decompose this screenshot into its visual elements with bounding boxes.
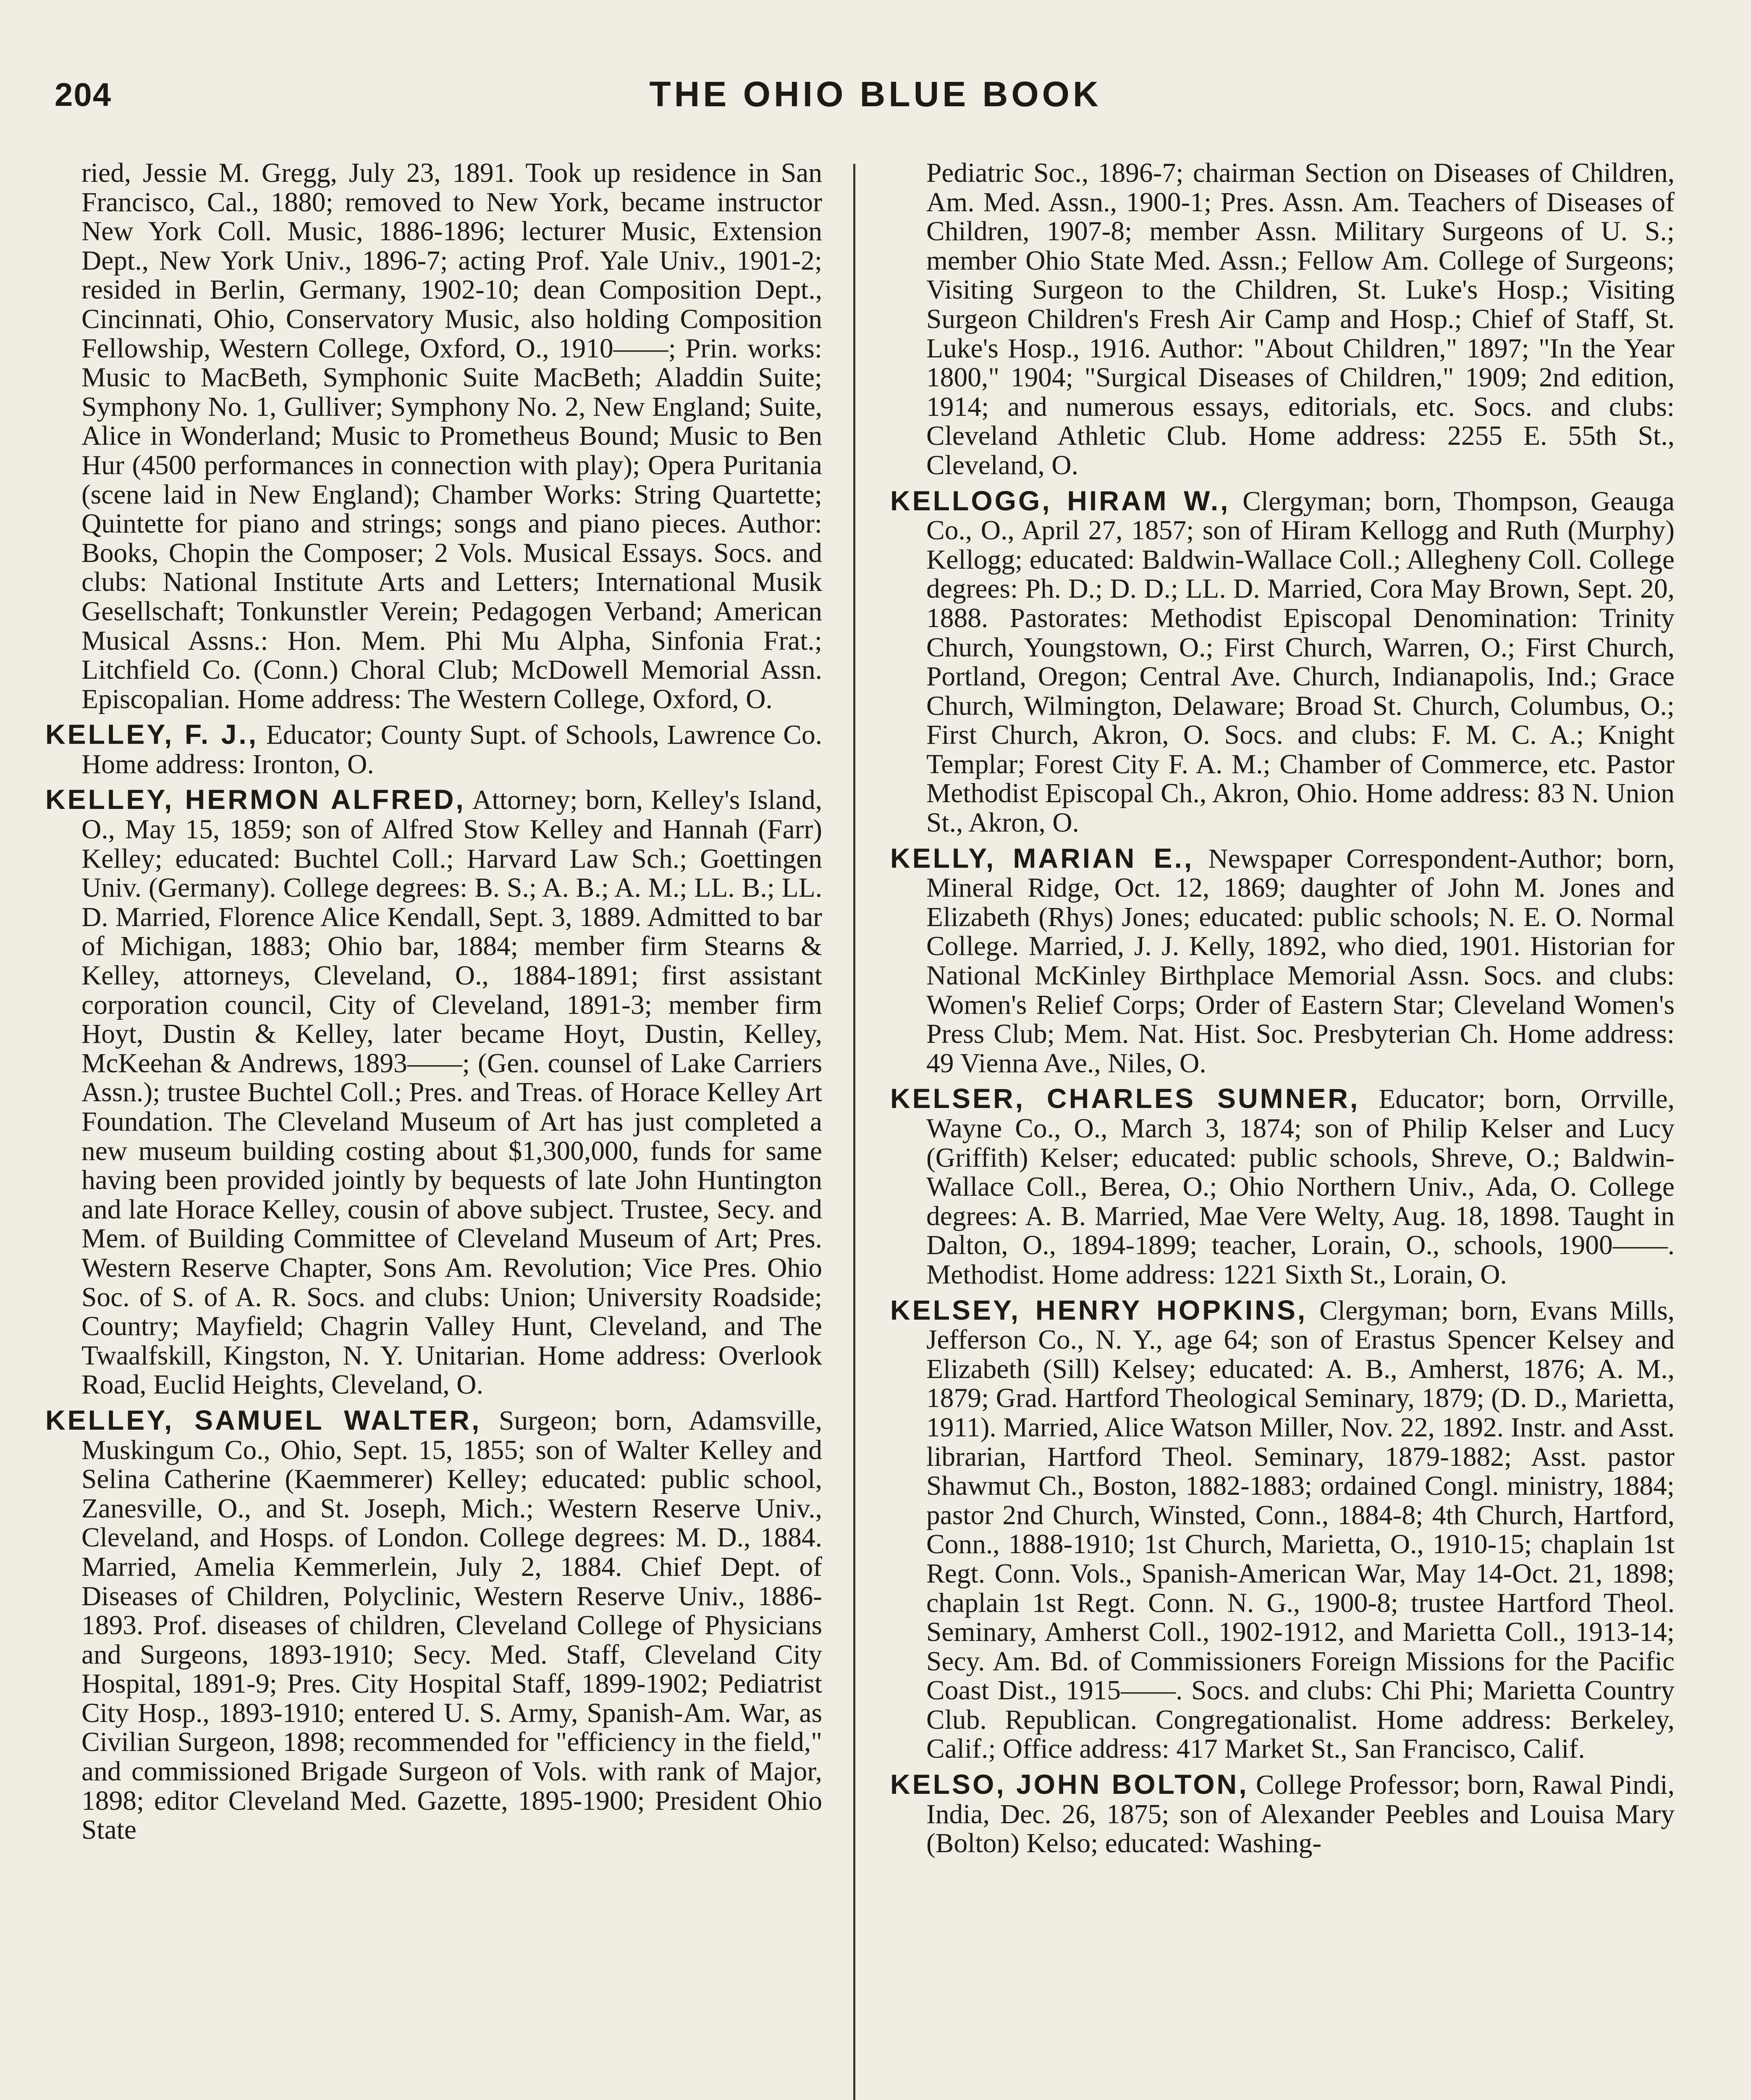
entry-name: KELLEY, HERMON ALFRED, bbox=[45, 784, 466, 815]
entry-text: Clergyman; born, Thompson, Geauga Co., O., April 27, 1857; son of Hiram Kellogg and Ruth (Murphy) Kellogg; educated: Baldwin-Wallace Coll.; Allegheny Coll. College degrees: Ph. D.; D. D.; LL. D. Married, Cora May Brown, Sept. 20, 1888. Pastorates: Methodist Episcopal Denomination: Trinity Church, Youngstown, O.; First Church, Warren, O.; First Church, Portland, Oregon; Central Ave. Church, Indianapolis, Ind.; Grace Church, Wilmington, Delaware; Broad St. Church, Columbus, O.; First Church, Akron, O. Socs. and clubs: F. M. C. A.; Knight Templar; Forest City F. A. M.; Chamber of Commerce, etc. Pastor Methodist Episcopal Ch., Akron, Ohio. Home address: 83 N. Union St., Akron, O. bbox=[926, 486, 1675, 838]
biography-entry bbox=[890, 844, 1675, 1079]
entry-name: KELLOGG, HIRAM W., bbox=[890, 485, 1230, 516]
entry-text: Clergyman; born, Evans Mills, Jefferson Co., N. Y., age 64; son of Erastus Spencer Kelsey and Elizabeth (Sill) Kelsey; educated: A. B., Amherst, 1876; A. M., 1879; Grad. Hartford Theological Seminary, 1879; (D. D., Marietta, 1911). Married, Alice Watson Miller, Nov. 22, 1892. Instr. and Asst. librarian, Hartford Theol. Seminary, 1879-1882; Asst. pastor Shawmut Ch., Boston, 1882-1883; ordained Congl. ministry, 1884; pastor 2nd Church, Winsted, Conn., 1884-8; 4th Church, Hartford, Conn., 1888-1910; 1st Church, Marietta, O., 1910-15; chaplain 1st Regt. Conn. Vols., Spanish-American War, May 14-Oct. 21, 1898; chaplain 1st Regt. Conn. N. G., 1900-8; trustee Hartford Theol. Seminary, Amherst Coll., 1902-1912, and Marietta Coll., 1913-14; Secy. Am. Bd. of Commissioners Foreign Missions for the Pacific Coast Dist., 1915——. Socs. and clubs: Chi Phi; Marietta Country Club. Republican. Congregationalist. Home address: Berkeley, Calif.; Office address: 417 Market St., San Francisco, Calif. bbox=[926, 1295, 1675, 1764]
entry-name: KELSER, CHARLES SUMNER, bbox=[890, 1083, 1360, 1114]
entry-text: ried, Jessie M. Gregg, July 23, 1891. Took up residence in San Francisco, Cal., 1880; removed to New York, became instructor New York Coll. Music, 1886-1896; lecturer Music, Extension Dept., New York Univ., 1896-7; acting Prof. Yale Univ., 1901-2; resided in Berlin, Germany, 1902-10; dean Composition Dept., Cincinnati, Ohio, Conservatory Music, also holding Composition Fellowship, Western College, Oxford, O., 1910——; Prin. works: Music to MacBeth, Symphonic Suite MacBeth; Aladdin Suite; Symphony No. 1, Gulliver; Symphony No. 2, New England; Suite, Alice in Wonderland; Music to Prometheus Bound; Music to Ben Hur (4500 performances in connection with play); Opera Puritania (scene laid in New England); Chamber Works: String Quartette; Quintette for piano and strings; songs and piano pieces. Author: Books, Chopin the Composer; 2 Vols. Musical Essays. Socs. and clubs: National Institute Arts and Letters; International Musik Gesellschaft; Tonkunstler Verein; Pedagogen Verband; American Musical Assns.: Hon. Mem. Phi Mu Alpha, Sinfonia Frat.; Litchfield Co. (Conn.) Choral Club; McDowell Memorial Assn. Episcopalian. Home address: The Western College, Oxford, O. bbox=[81, 158, 822, 714]
biography-entry bbox=[890, 486, 1675, 838]
entry-text: Attorney; born, Kelley's Island, O., May 15, 1859; son of Alfred Stow Kelley and Hannah (Farr) Kelley; educated: Buchtel Coll.; Harvard Law Sch.; Goettingen Univ. (Germany). College degrees: B. S.; A. B.; A. M.; LL. B.; LL. D. Married, Florence Alice Kendall, Sept. 3, 1889. Admitted to bar of Michigan, 1883; Ohio bar, 1884; member firm Stearns & Kelley, attorneys, Cleveland, O., 1884-1891; first assistant corporation council, City of Cleveland, 1891-3; member firm Hoyt, Dustin & Kelley, later became Hoyt, Dustin, Kelley, McKeehan & Andrews, 1893——; (Gen. counsel of Lake Carriers Assn.); trustee Buchtel Coll.; Pres. and Treas. of Horace Kelley Art Foundation. The Cleveland Museum of Art has just completed a new museum building costing about $1,300,000, funds for same having been provided jointly by bequests of late John Huntington and late Horace Kelley, cousin of above subject. Trustee, Secy. and Mem. of Building Committee of Cleveland Museum of Art; Pres. Western Reserve Chapter, Sons Am. Revolution; Vice Pres. Ohio Soc. of S. of A. R. Socs. and clubs: Union; University Roadside; Country; Mayfield; Chagrin Valley Hunt, Cleveland, and The Twaalfskill, Kingston, N. Y. Unitarian. Home address: Overlook Road, Euclid Heights, Cleveland, O. bbox=[81, 785, 822, 1400]
entry-name: KELLEY, SAMUEL WALTER, bbox=[45, 1404, 482, 1436]
entry-text: Educator; County Supt. of Schools, Lawrence Co. Home address: Ironton, O. bbox=[81, 720, 822, 780]
column-rule bbox=[853, 164, 855, 2100]
right-column bbox=[890, 159, 1675, 1864]
entry-name: KELSEY, HENRY HOPKINS, bbox=[890, 1294, 1308, 1326]
running-head: THE OHIO BLUE BOOK bbox=[649, 74, 1102, 114]
biography-entry bbox=[890, 1296, 1675, 1764]
biography-entry bbox=[45, 720, 822, 779]
entry-name: KELLY, MARIAN E., bbox=[890, 842, 1194, 874]
page-number: 204 bbox=[55, 76, 112, 113]
entry-name: KELSO, JOHN BOLTON, bbox=[890, 1769, 1249, 1800]
left-column bbox=[45, 159, 822, 1851]
biography-entry bbox=[890, 1084, 1675, 1289]
biography-entry bbox=[45, 785, 822, 1399]
biography-entry bbox=[45, 159, 822, 714]
entry-text: Pediatric Soc., 1896-7; chairman Section on Diseases of Children, Am. Med. Assn., 1900-1; Pres. Assn. Am. Teachers of Diseases of Children, 1907-8; member Assn. Military Surgeons of U. S.; member Ohio State Med. Assn.; Fellow Am. College of Surgeons; Visiting Surgeon to the Children, St. Luke's Hosp.; Visiting Surgeon Children's Fresh Air Camp and Hosp.; Chief of Staff, St. Luke's Hosp., 1916. Author: "About Children," 1897; "In the Year 1800," 1904; "Surgical Diseases of Children," 1909; 2nd edition, 1914; and numerous essays, editorials, etc. Socs. and clubs: Cleveland Athletic Club. Home address: 2255 E. 55th St., Cleveland, O. bbox=[926, 158, 1675, 480]
entry-text: Newspaper Correspondent-Author; born, Mineral Ridge, Oct. 12, 1869; daughter of John M. Jones and Elizabeth (Rhys) Jones; educated: public schools; N. E. O. Normal College. Married, J. J. Kelly, 1892, who died, 1901. Historian for National McKinley Birthplace Memorial Assn. Socs. and clubs: Women's Relief Corps; Order of Eastern Star; Cleveland Women's Press Club; Mem. Nat. Hist. Soc. Presbyterian Ch. Home address: 49 Vienna Ave., Niles, O. bbox=[926, 843, 1675, 1079]
entry-text: Surgeon; born, Adamsville, Muskingum Co., Ohio, Sept. 15, 1855; son of Walter Kelley and Selina Catherine (Kaemmerer) Kelley; educated: public school, Zanesville, O., and St. Joseph, Mich.; Western Reserve Univ., Cleveland, and Hosps. of London. College degrees: M. D., 1884. Married, Amelia Kemmerlein, July 2, 1884. Chief Dept. of Diseases of Children, Polyclinic, Western Reserve Univ., 1886-1893. Prof. diseases of children, Cleveland College of Physicians and Surgeons, 1893-1910; Secy. Med. Staff, Cleveland City Hospital, 1891-9; Pres. City Hospital Staff, 1899-1902; Pediatrist City Hosp., 1893-1910; entered U. S. Army, Spanish-Am. War, as Civilian Surgeon, 1898; recommended for "efficiency in the field," and commissioned Brigade Surgeon of Vols. with rank of Major, 1898; editor Cleveland Med. Gazette, 1895-1900; President Ohio State bbox=[81, 1405, 823, 1845]
biography-entry bbox=[45, 1406, 822, 1845]
entry-name: KELLEY, F. J., bbox=[45, 719, 259, 750]
biography-entry bbox=[890, 1770, 1675, 1858]
biography-entry bbox=[890, 159, 1675, 480]
entry-text: College Professor; born, Rawal Pindi, India, Dec. 26, 1875; son of Alexander Peebles and Louisa Mary (Bolton) Kelso; educated: Washing- bbox=[926, 1770, 1675, 1859]
entry-text: Educator; born, Orrville, Wayne Co., O., March 3, 1874; son of Philip Kelser and Lucy (Griffith) Kelser; educated: public schools, Shreve, O.; Baldwin-Wallace Coll., Berea, O.; Ohio Northern Univ., Ada, O. College degrees: A. B. Married, Mae Vere Welty, Aug. 18, 1898. Taught in Dalton, O., 1894-1899; teacher, Lorain, O., schools, 1900——. Methodist. Home address: 1221 Sixth St., Lorain, O. bbox=[926, 1084, 1675, 1290]
